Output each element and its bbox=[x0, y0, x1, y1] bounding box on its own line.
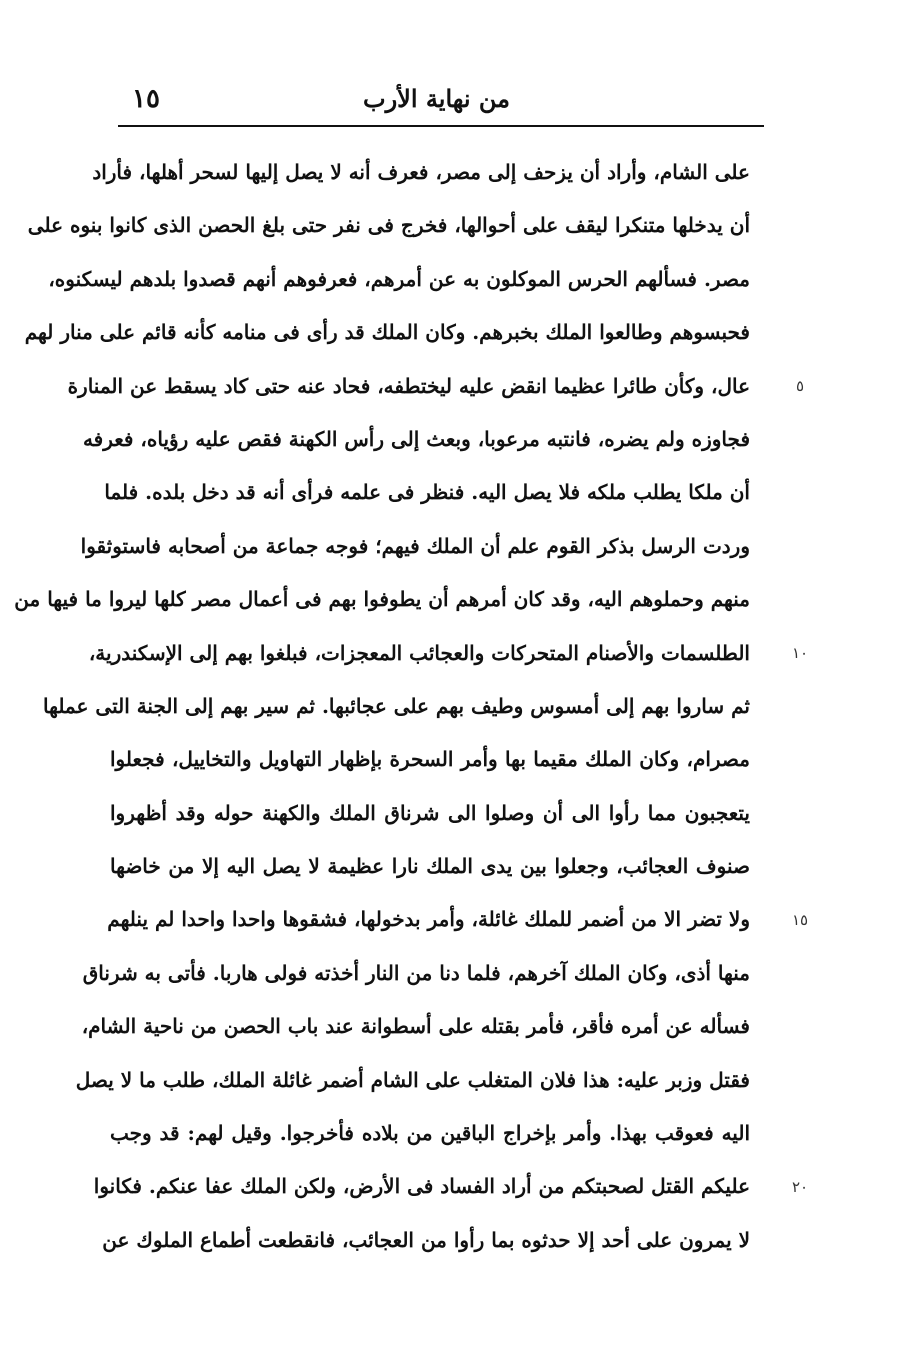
text-line: لا يمرون على أحد إلا حدثوه بما رأوا من العجائب، فانقطعت أطماع الملوك عن bbox=[102, 1227, 750, 1252]
text-line: فقتل وزبر عليه: هذا فلان المتغلب على الشام أضمر غائلة الملك، طلب ما لا يصل bbox=[75, 1067, 750, 1092]
page-number: ١٥ bbox=[132, 84, 160, 114]
running-title: من نهاية الأرب bbox=[363, 84, 510, 113]
text-line: عال، وكأن طائرا عظيما انقض عليه ليختطفه، فحاد عنه حتى كاد يسقط عن المنارة bbox=[67, 373, 750, 398]
text-line: الطلسمات والأصنام المتحركات والعجائب المعجزات، فبلغوا بهم إلى الإسكندرية، bbox=[88, 640, 750, 665]
text-line: مصرام، وكان الملك مقيما بها وأمر السحرة بإظهار التهاويل والتخاييل، فجعلوا bbox=[110, 747, 750, 772]
text-line: يتعجبون مما رأوا الى أن وصلوا الى شرناق الملك والكهنة حوله وقد أظهروا bbox=[110, 800, 750, 825]
text-line: منهم وحملوهم اليه، وقد كان أمرهم أن يطوفوا بهم فى أعمال مصر كلها ليروا ما فيها من bbox=[14, 587, 750, 612]
text-line: مصر. فسألهم الحرس الموكلون به عن أمرهم، فعرفوهم أنهم قصدوا بلدهم ليسكنوه، bbox=[48, 266, 750, 291]
text-line: عليكم القتل لصحبتكم من أراد الفساد فى الأرض، ولكن الملك عفا عنكم. فكانوا bbox=[93, 1174, 750, 1199]
page-header bbox=[118, 78, 764, 124]
text-line: صنوف العجائب، وجعلوا بين يدى الملك نارا عظيمة لا يصل اليه إلا من خاضها bbox=[110, 854, 750, 879]
line-number-marker: ١٥ bbox=[791, 911, 809, 930]
text-line: ثم ساروا بهم إلى أمسوس وطيف بهم على عجائبها. ثم سير بهم إلى الجنة التى عملها bbox=[43, 693, 750, 718]
text-line: ولا تضر الا من أضمر للملك غائلة، وأمر بدخولها، فشقوها واحدا واحدا لم ينلهم bbox=[107, 907, 750, 932]
text-line: على الشام، وأراد أن يزحف إلى مصر، فعرف أنه لا يصل إليها لسحر أهلها، فأراد bbox=[92, 160, 750, 184]
body-text bbox=[14, 146, 750, 1267]
text-line: فسأله عن أمره فأقر، فأمر بقتله على أسطوانة عند باب الحصن من ناحية الشام، bbox=[81, 1014, 750, 1039]
text-line: أن يدخلها متنكرا ليقف على أحوالها، فخرج فى نفر حتى بلغ الحصن الذى كانوا بنوه على bbox=[27, 213, 750, 238]
line-number-marker: ١٠ bbox=[791, 644, 809, 663]
text-line: فحبسوهم وطالعوا الملك بخبرهم. وكان الملك قد رأى فى منامه كأنه قائم على منار لهم bbox=[24, 320, 750, 345]
text-line: فجاوزه ولم يضره، فانتبه مرعوبا، وبعث إلى رأس الكهنة فقص عليه رؤياه، فعرفه bbox=[82, 426, 750, 451]
line-number-marker: ٥ bbox=[795, 377, 805, 396]
line-number-marker: ٢٠ bbox=[791, 1178, 809, 1197]
text-line: اليه فعوقب بهذا. وأمر بإخراج الباقين من بلاده فأخرجوا. وقيل لهم: قد وجب bbox=[110, 1121, 750, 1146]
text-line: وردت الرسل بذكر القوم علم أن الملك فيهم؛ فوجه جماعة من أصحابه فاستوثقوا bbox=[80, 533, 750, 558]
text-line: منها أذى، وكان الملك آخرهم، فلما دنا من النار أخذته فولى هاربا. فأتى به شرناق bbox=[82, 960, 750, 985]
header-divider bbox=[118, 125, 764, 127]
text-line: أن ملكا يطلب ملكه فلا يصل اليه. فنظر فى علمه فرأى أنه قد دخل بلده. فلما bbox=[104, 480, 750, 505]
